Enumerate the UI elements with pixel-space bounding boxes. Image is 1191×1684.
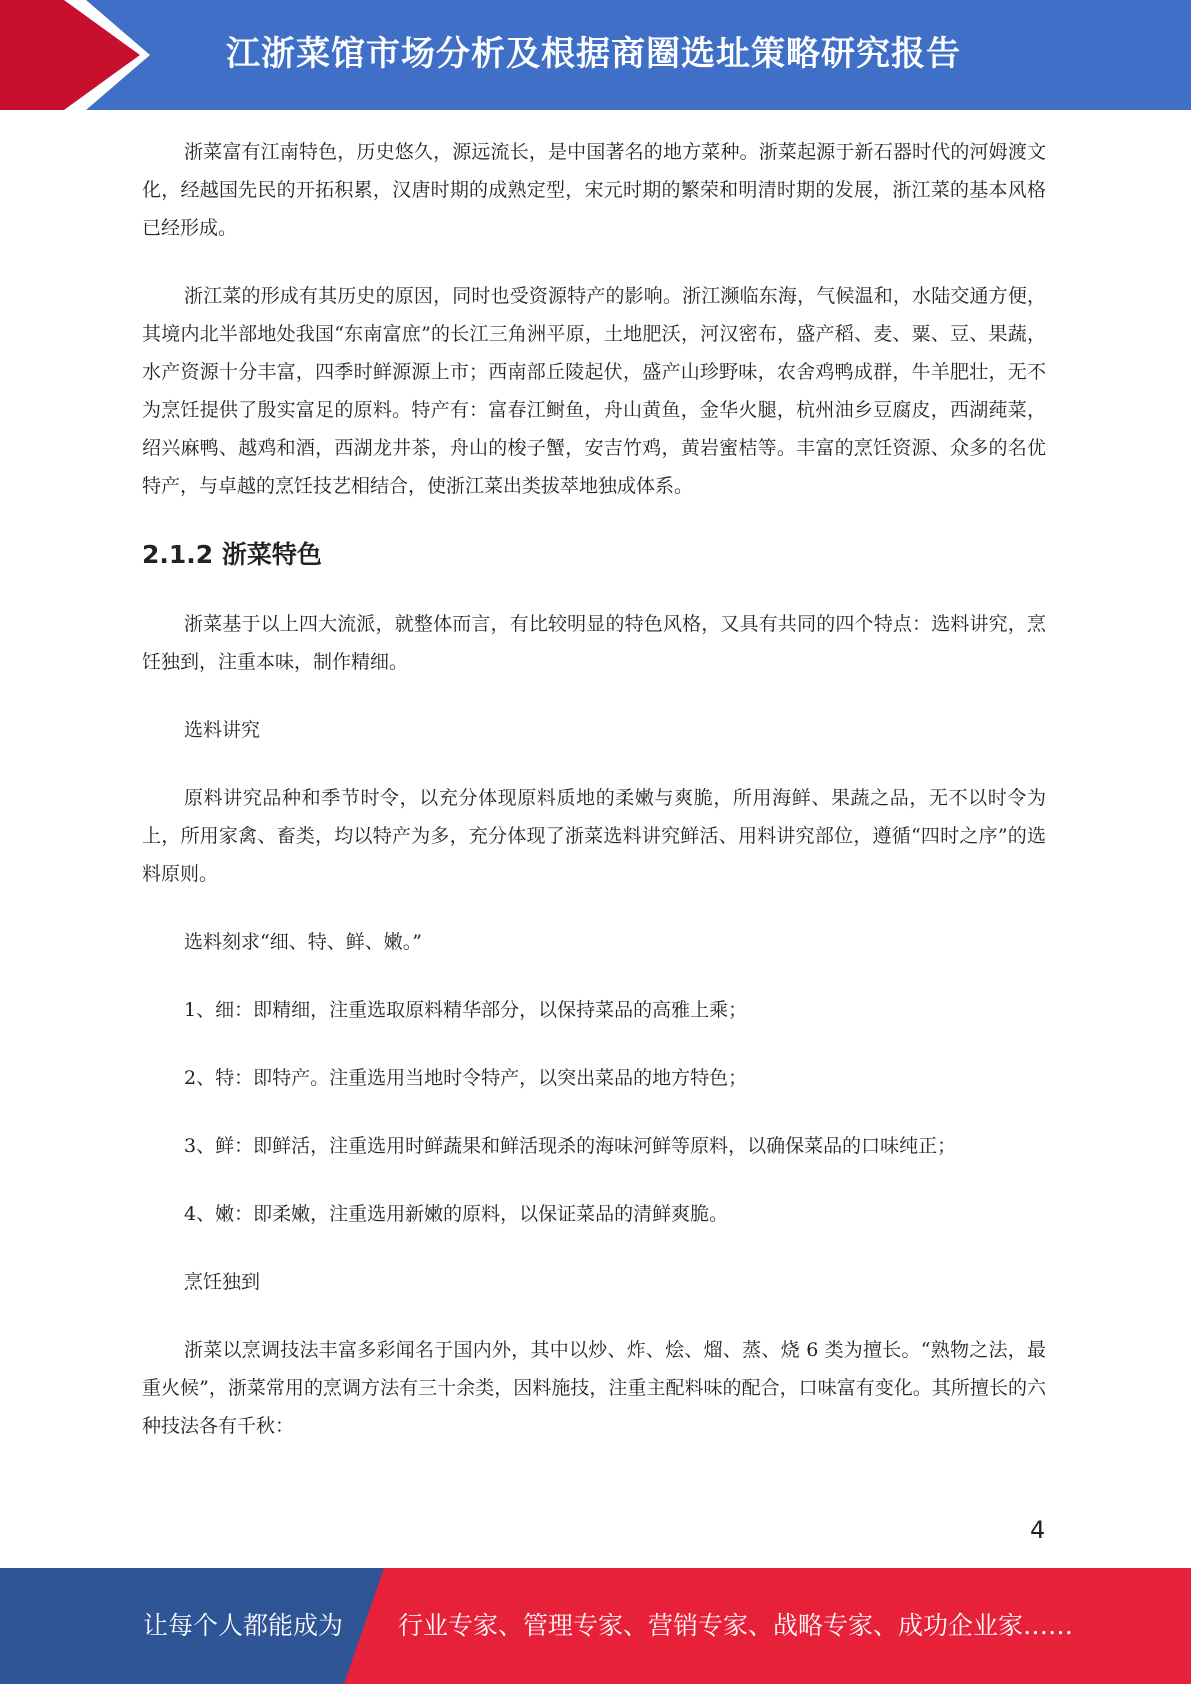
footer-slogan-right: 行业专家、管理专家、营销专家、战略专家、成功企业家…… — [398, 1611, 1074, 1640]
paragraph-history: 浙江菜的形成有其历史的原因，同时也受资源特产的影响。浙江濒临东海，气候温和，水陆交通方便，其境内北半部地处我国“东南富庶”的长江三角洲平原，土地肥沃，河汉密布，盛产稻、麦、粟、豆、果蔬，水产资源十分丰富，四季时鲜源源上市；西南部丘陵起伏，盛产山珍野味，农舍鸡鸭成群，牛羊肥壮，无不为烹饪提供了殷实富足的原料。特产有：富春江鲥鱼，舟山黄鱼，金华火腿，杭州油乡豆腐皮，西湖莼菜，绍兴麻鸭、越鸡和酒，西湖龙井茶，舟山的梭子蟹，安吉竹鸡，黄岩蜜桔等。丰富的烹饪资源、众多的名优特产，与卓越的烹饪技艺相结合，使浙江菜出类拔萃地独成体系。 — [142, 285, 1046, 497]
paragraph-features: 浙菜基于以上四大流派，就整体而言，有比较明显的特色风格，又具有共同的四个特点：选料讲究，烹饪独到，注重本味，制作精细。 — [142, 613, 1046, 673]
paragraph-ingredients: 原料讲究品种和季节时令，以充分体现原料质地的柔嫩与爽脆，所用海鲜、果蔬之品，无不以时令为上，所用家禽、畜类，均以特产为多，充分体现了浙菜选料讲究鲜活、用料讲究部位，遵循“四时之序”的选料原则。 — [142, 787, 1046, 885]
list-item-fresh: 3、鲜：即鲜活，注重选用时鲜蔬果和鲜活现杀的海味河鲜等原料，以确保菜品的口味纯正； — [184, 1135, 957, 1157]
paragraph-selection-rule: 选料刻求“细、特、鲜、嫩。” — [184, 931, 422, 953]
paragraph-intro: 浙菜富有江南特色，历史悠久，源远流长，是中国著名的地方菜种。浙菜起源于新石器时代的河姆渡文化，经越国先民的开拓积累，汉唐时期的成熟定型，宋元时期的繁荣和明清时期的发展，浙江菜的基本风格已经形成。 — [142, 141, 1046, 239]
document-body — [142, 133, 1046, 1475]
list-item-special: 2、特：即特产。注重选用当地时令特产，以突出菜品的地方特色； — [184, 1067, 748, 1089]
list-item-tender: 4、嫩：即柔嫩，注重选用新嫩的原料，以保证菜品的清鲜爽脆。 — [184, 1203, 729, 1225]
footer-slogan-left: 让每个人都能成为 — [143, 1611, 344, 1640]
subheading-ingredients: 选料讲究 — [184, 719, 261, 741]
subheading-cooking: 烹饪独到 — [184, 1271, 261, 1293]
page-number: 4 — [1030, 1516, 1046, 1544]
report-title: 江浙菜馆市场分析及根据商圈选址策略研究报告 — [226, 34, 961, 74]
section-heading: 2.1.2 浙菜特色 — [142, 540, 322, 569]
paragraph-cooking: 浙菜以烹调技法丰富多彩闻名于国内外，其中以炒、炸、烩、熘、蒸、烧 6 类为擅长。“熟物之法，最重火候”，浙菜常用的烹调方法有三十余类，因料施技，注重主配料味的配合，口味富有变化。其所擅长的六种技法各有千秋： — [142, 1339, 1046, 1437]
page-header — [0, 0, 1191, 110]
page-footer — [0, 1568, 1191, 1684]
list-item-fine: 1、细：即精细，注重选取原料精华部分，以保持菜品的高雅上乘； — [184, 999, 748, 1021]
